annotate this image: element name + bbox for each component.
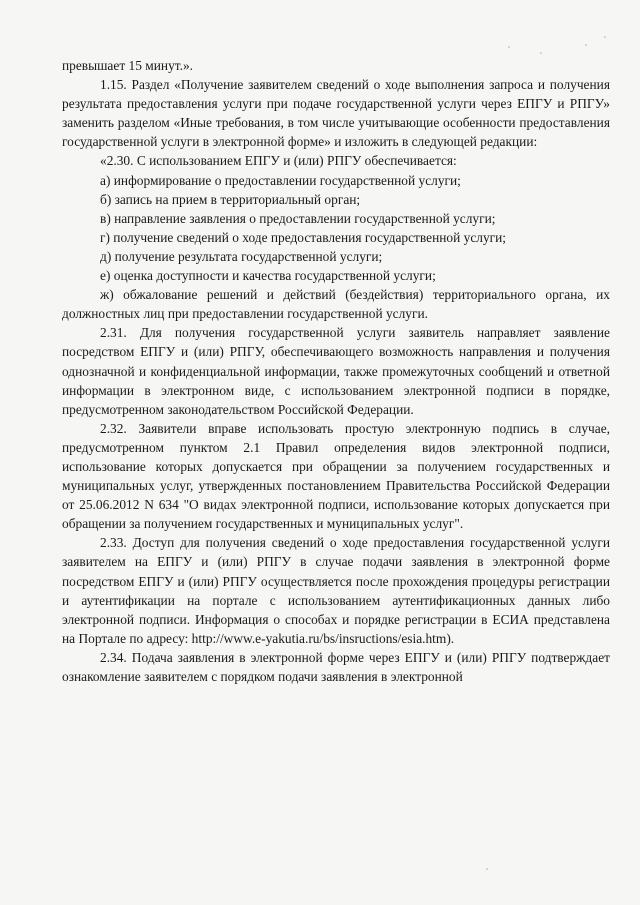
- paragraph: 2.32. Заявители вправе использовать простую электронную подпись в случае, предусмотренном пунктом 2.1 Правил определения видов электронной подписи, использование которых допускается при обращении за получением государственных и муниципальных услуг, утвержденных постановлением Правительства Российской Федерации от 25.06.2012 N 634 "О видах электронной подписи, использование которых допускается при обращении за получением государственных и муниципальных услуг".: [62, 420, 610, 532]
- list-item: а) информирование о предоставлении государственной услуги;: [100, 172, 461, 188]
- paragraph: 2.33. Доступ для получения сведений о ходе предоставления государственной услуги заявителем на ЕПГУ и (или) РПГУ в случае подачи заявления в электронной форме посредством ЕПГУ и (или) РПГУ осуществляется после прохождения процедуры регистрации и аутентификации на портале с использованием аутентификационных данных либо электронной подписи. Информация о способах и порядке регистрации в ЕСИА представлена на Портале по адресу: http://www.e-yakutia.ru/bs/insructions/esia.htm).: [62, 535, 610, 646]
- scan-speck: [604, 36, 606, 38]
- list-item: д) получение результата государственной услуги;: [100, 248, 383, 264]
- list-item: б) запись на прием в территориальный орган;: [100, 191, 361, 207]
- list-item: в) направление заявления о предоставлении государственной услуги;: [100, 210, 496, 226]
- list-item: е) оценка доступности и качества государственной услуги;: [100, 268, 436, 284]
- document-body: [62, 56, 610, 686]
- paragraph: 2.34. Подача заявления в электронной форме через ЕПГУ и (или) РПГУ подтверждает ознакомление заявителем с порядком подачи заявления в электронной: [62, 649, 610, 684]
- scan-speck: [486, 868, 488, 870]
- paragraph: 2.31. Для получения государственной услуги заявитель направляет заявление посредством ЕПГУ и (или) РПГУ, обеспечивающего возможность направления и получения однозначной и конфиденциальной информации, также промежуточных сообщений и ответной информации в электронном виде, с использованием электронной подписи в порядке, предусмотренном законодательством Российской Федерации.: [62, 325, 610, 417]
- scan-speck: [585, 44, 587, 46]
- paragraph: 1.15. Раздел «Получение заявителем сведений о ходе выполнения запроса и получения результата предоставления услуги при подаче государственной услуги через ЕПГУ и РПГУ» заменить разделом «Иные требования, в том числе учитывающие особенности предоставления государственной услуги в электронной форме» и изложить в следующей редакции:: [62, 77, 610, 150]
- list-item: г) получение сведений о ходе предоставления государственной услуги;: [100, 229, 507, 245]
- list-item: «2.30. С использованием ЕПГУ и (или) РПГУ обеспечивается:: [100, 153, 457, 169]
- scan-speck: [508, 46, 510, 48]
- list-item: ж) обжалование решений и действий (бездействия) территориального органа, их должностных лиц при предоставлении государственной услуги.: [62, 287, 610, 322]
- paragraph: превышает 15 минут.».: [62, 58, 193, 73]
- scan-speck: [540, 52, 542, 54]
